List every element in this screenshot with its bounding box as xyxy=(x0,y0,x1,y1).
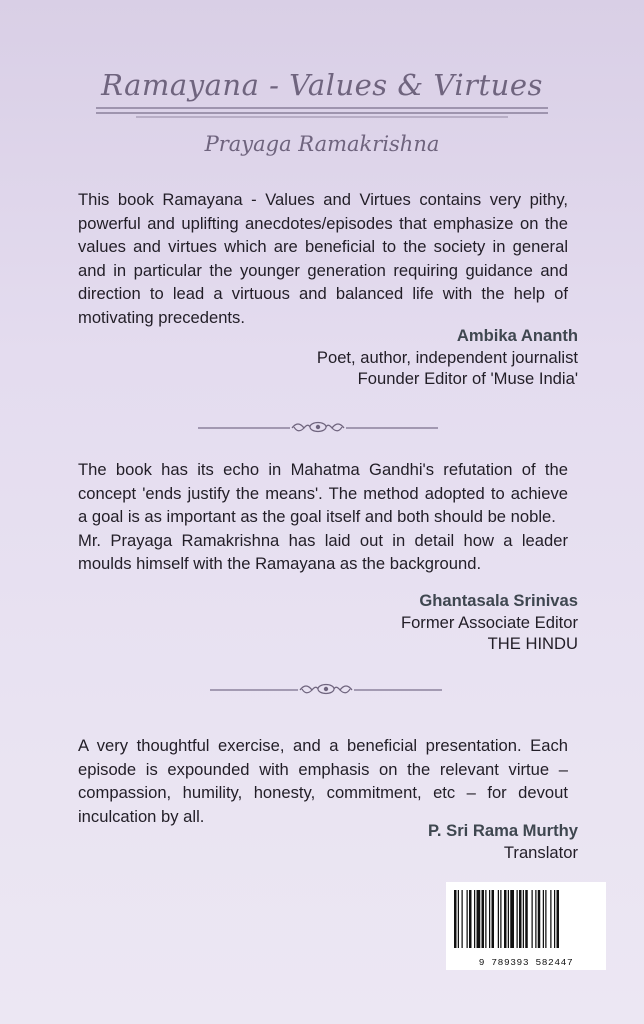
isbn-barcode xyxy=(446,882,606,970)
ornament-divider xyxy=(198,416,438,436)
reviewer-role: Former Associate Editor xyxy=(400,612,578,632)
review-text-1: This book Ramayana - Values and Virtues contains very pithy, powerful and uplifting anecdotes/episodes that emphasize on the values and virtues which are beneficial to the society in general and in particular the younger generation requiring guidance and direction to lead a virtuous and balanced life with the help of motivating precedents. xyxy=(78,190,568,327)
review-attribution-2 xyxy=(401,590,578,655)
title-ornament-rule xyxy=(96,104,548,120)
review-text-2 xyxy=(78,458,568,576)
isbn-digits: 9 789393 582447 xyxy=(478,957,574,968)
reviewer-role: Translator xyxy=(503,842,578,862)
review-attribution-3 xyxy=(428,820,578,863)
book-title: Ramayana - Values & Virtues xyxy=(101,68,543,102)
reviewer-role: Founder Editor of 'Muse India' xyxy=(357,369,578,388)
review-text-3: A very thoughtful exercise, and a beneficial presentation. Each episode is expounded with emphasis on the relevant virtue – compassion, humility, honesty, commitment, etc – for devout inculcation by all. xyxy=(78,736,568,826)
review-attribution-1 xyxy=(317,325,578,390)
ornament-divider xyxy=(210,678,442,698)
reviewer-name: Ambika Ananth xyxy=(456,326,578,345)
reviewer-name: P. Sri Rama Murthy xyxy=(427,821,578,840)
book-author: Prayaga Ramakrishna xyxy=(204,132,440,156)
reviewer-name: Ghantasala Srinivas xyxy=(419,591,578,610)
reviewer-role: THE HINDU xyxy=(487,634,578,653)
review-paragraph: The book has its echo in Mahatma Gandhi's refutation of the concept 'ends justify the means'. The method adopted to achieve a goal is as important as the goal itself and both should be noble. xyxy=(78,460,568,527)
review-paragraph: Mr. Prayaga Ramakrishna has laid out in detail how a leader moulds himself with the Ramayana as the background. xyxy=(78,530,568,574)
barcode-bars xyxy=(454,890,598,948)
reviewer-role: Poet, author, independent journalist xyxy=(316,347,578,367)
